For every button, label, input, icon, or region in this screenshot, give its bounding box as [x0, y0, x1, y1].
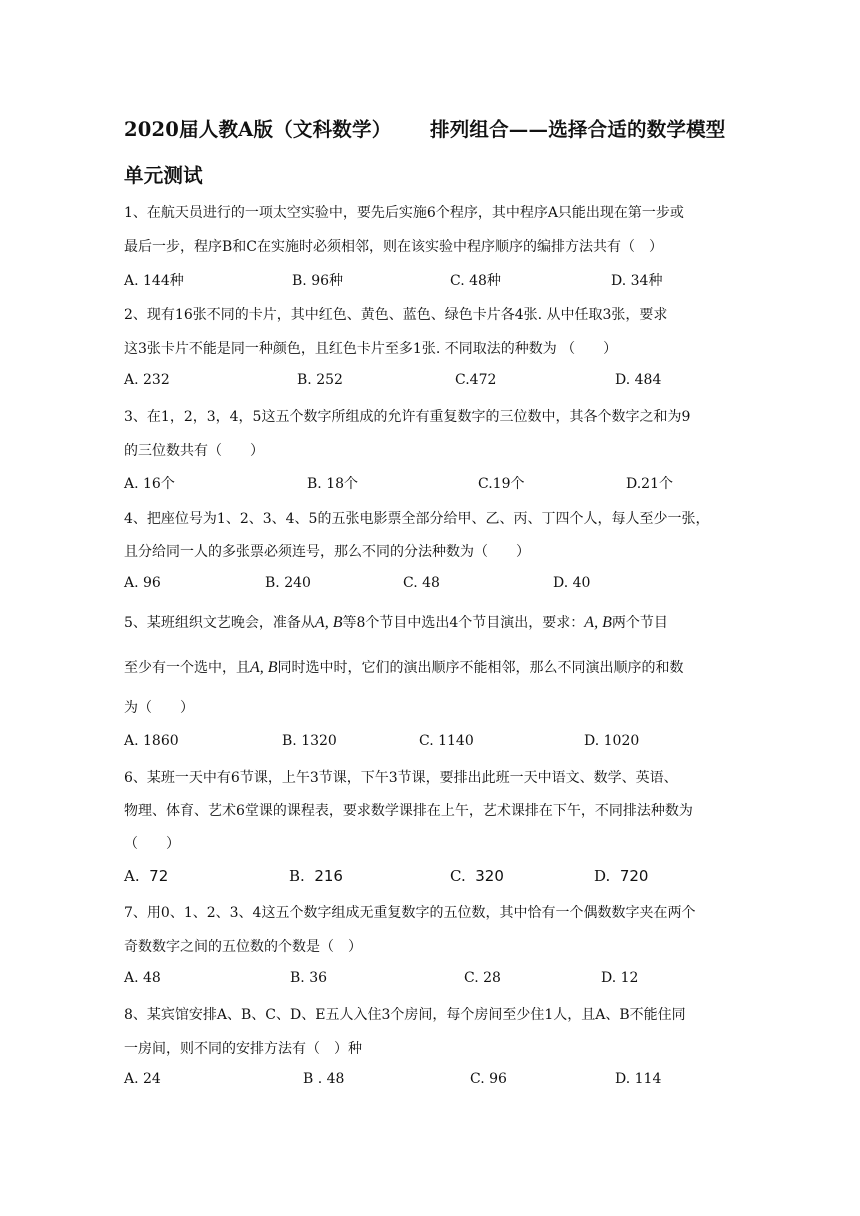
q6-option-c-value: 320	[475, 867, 504, 885]
q6-option-b-letter: B.	[289, 867, 305, 885]
q2-option-c: C.472	[455, 372, 497, 388]
q1-option-c: C. 48种	[450, 273, 501, 289]
q6-option-a-value: 72	[149, 867, 169, 885]
q6-option-a-letter: A.	[124, 867, 140, 885]
q6-line3: （ ）	[124, 836, 180, 852]
q5-option-d: D. 1020	[584, 733, 640, 749]
q5-math-ab-3: A, B	[250, 659, 278, 676]
q7-line1: 7、用0、1、2、3、4这五个数字组成无重复数字的五位数，其中恰有一个偶数数字夹在两个	[124, 905, 696, 921]
q1-option-d: D. 34种	[611, 273, 663, 289]
q3-option-a: A. 16个	[124, 476, 175, 492]
q5-math-ab-2: A, B	[584, 614, 612, 631]
q4-option-c: C. 48	[403, 575, 440, 591]
q5-math-ab-1: A, B	[314, 614, 343, 631]
q5-option-c: C. 1140	[419, 733, 474, 749]
q5-option-a: A. 1860	[124, 733, 179, 749]
q3-option-b: B. 18个	[307, 476, 359, 492]
q4-line2: 且分给同一人的多张票必须连号，那么不同的分法种数为（ ）	[124, 544, 530, 560]
q7-option-a: A. 48	[124, 970, 161, 986]
q1-line1: 1、在航天员进行的一项太空实验中，要先后实施6个程序，其中程序A只能出现在第一步或	[124, 205, 684, 221]
q4-option-d: D. 40	[553, 575, 591, 591]
q8-option-b: B . 48	[303, 1071, 345, 1087]
q7-line2: 奇数数字之间的五位数的个数是（ ）	[124, 939, 362, 955]
q2-line1: 2、现有16张不同的卡片，其中红色、黄色、蓝色、绿色卡片各4张. 从中任取3张，要求	[124, 307, 668, 323]
q5-line2	[124, 657, 684, 677]
q2-option-a: A. 232	[124, 372, 170, 388]
q6-option-d-value: 720	[619, 867, 649, 885]
q6-option-a	[124, 867, 168, 885]
q6-option-c	[450, 867, 504, 885]
q5-line1-part2: 等8个节目中选出4个节目演出，要求：	[342, 615, 585, 631]
doc-subtitle: 单元测试	[124, 164, 203, 187]
q1-option-a: A. 144种	[124, 273, 184, 289]
q6-option-d	[594, 867, 648, 885]
q6-option-b-value: 216	[314, 867, 343, 885]
q5-option-b: B. 1320	[282, 733, 337, 749]
doc-title: 2020届人教A版（文科数学）	[124, 118, 392, 141]
q4-option-a: A. 96	[124, 575, 161, 591]
q3-line1: 3、在1，2，3，4，5这五个数字所组成的允许有重复数字的三位数中，其各个数字之和为9	[124, 409, 691, 425]
q2-option-b: B. 252	[297, 372, 343, 388]
q6-option-d-letter: D.	[594, 867, 611, 885]
q6-line1: 6、某班一天中有6节课，上午3节课，下午3节课，要排出此班一天中语文、数学、英语、	[124, 770, 678, 786]
q4-option-b: B. 240	[265, 575, 311, 591]
q7-option-c: C. 28	[464, 970, 501, 986]
q8-option-d: D. 114	[615, 1071, 662, 1087]
q5-line1-part3: 两个节目	[611, 615, 668, 631]
q1-line2: 最后一步，程序B和C在实施时必须相邻，则在该实验中程序顺序的编排方法共有（ ）	[124, 239, 663, 255]
q3-option-c: C.19个	[478, 476, 525, 492]
q5-line1-part1: 5、某班组织文艺晚会，准备从	[124, 615, 315, 631]
q2-line2: 这3张卡片不能是同一种颜色，且红色卡片至多1张. 不同取法的种数为 （ ）	[124, 341, 618, 357]
q3-line2: 的三位数共有（ ）	[124, 443, 264, 459]
q5-line3: 为（ ）	[124, 700, 194, 716]
q2-option-d: D. 484	[615, 372, 662, 388]
q4-line1: 4、把座位号为1、2、3、4、5的五张电影票全部分给甲、乙、丙、丁四个人，每人至少一张，	[124, 511, 710, 527]
doc-title-topic: 排列组合——选择合适的数学模型	[430, 118, 726, 141]
q8-line1: 8、某宾馆安排A、B、C、D、E五人入住3个房间，每个房间至少住1人，且A、B不能住同	[124, 1007, 686, 1023]
q5-line2-part2: 同时选中时，它们的演出顺序不能相邻，那么不同演出顺序的和数	[277, 660, 684, 676]
q5-line1	[124, 612, 668, 632]
q1-option-b: B. 96种	[292, 273, 344, 289]
q7-option-d: D. 12	[601, 970, 639, 986]
q6-line2: 物理、体育、艺术6堂课的课程表，要求数学课排在上午，艺术课排在下午，不同排法种数为	[124, 803, 693, 819]
q6-option-c-letter: C.	[450, 867, 466, 885]
q8-option-c: C. 96	[470, 1071, 507, 1087]
q8-line2: 一房间，则不同的安排方法有（ ）种	[124, 1041, 362, 1057]
q3-option-d: D.21个	[626, 476, 673, 492]
q6-option-b	[289, 867, 343, 885]
q5-line2-part1: 至少有一个选中，且	[124, 660, 250, 676]
q8-option-a: A. 24	[124, 1071, 161, 1087]
q7-option-b: B. 36	[290, 970, 328, 986]
